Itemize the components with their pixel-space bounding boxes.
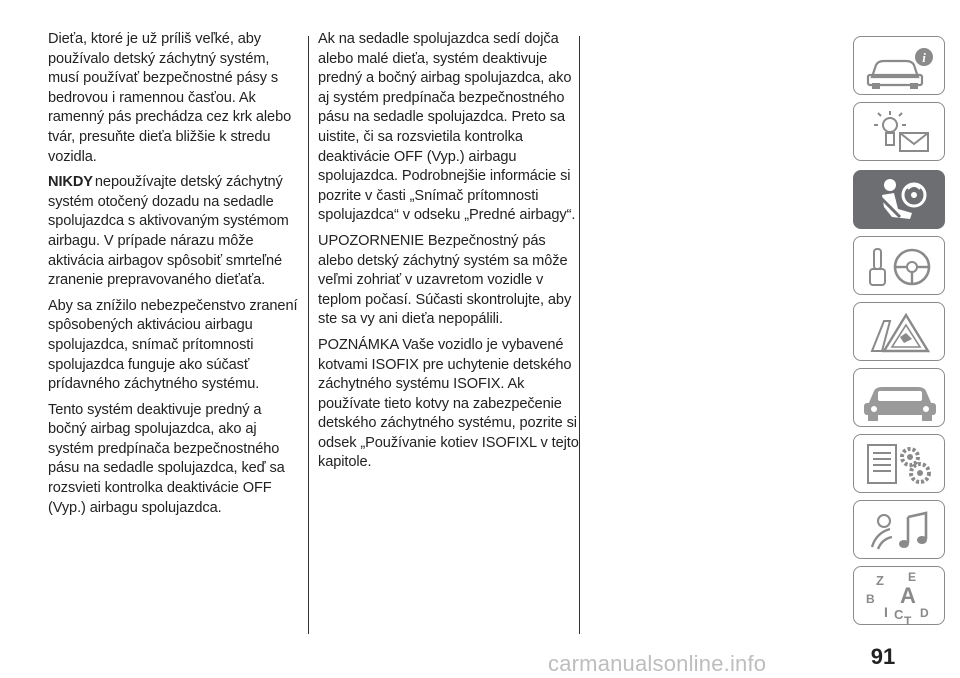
index-letter: Z [876, 573, 884, 588]
tab-car-service[interactable] [853, 368, 945, 427]
airbag-seatbelt-icon [854, 171, 946, 230]
tab-key-steering[interactable] [853, 236, 945, 295]
road-warning-triangle-icon [854, 303, 946, 362]
paragraph-text: nepoužívajte detský záchytný systém otočený dozadu na sedadle spolujazdca s aktivovaným systémom airbagu. V prípade nárazu môže aktivácia airbagov spôsobiť smrteľné zranenie prepravovaného dieťaťa. [48, 174, 289, 289]
index-letter: I [884, 604, 888, 620]
paragraph: Tento systém deaktivuje predný a bočný airbag spolujazdca, ako aj systém predpínača bezpečnostného pásu na sedadle spolujazdca, keď sa rozsvieti kontrolka deaktivácie OFF (Vyp.) airbagu spolujazdca. [48, 401, 285, 516]
index-letter: A [900, 583, 916, 608]
watermark-text: carmanualsonline.info [548, 651, 767, 676]
svg-text:i: i [922, 50, 926, 65]
tab-index[interactable] [853, 566, 945, 625]
paragraph: POZNÁMKA Vaše vozidlo je vybavené kotvami ISOFIX pre uchytenie detského záchytného systému ISOFIX. Ak používate tieto kotvy na zabezpečenie detského záchytného systému, pozrite si odsek „Používanie kotiev ISOFIXL v tejto kapitole. [318, 336, 579, 471]
page-number: 91 [870, 644, 896, 669]
tab-road-warning[interactable] [853, 302, 945, 361]
index-letter: B [866, 592, 875, 606]
index-letters-icon [854, 567, 946, 626]
tab-multimedia[interactable] [853, 500, 945, 559]
paragraph: Dieťa, ktoré je už príliš veľké, aby používalo detský záchytný systém, musí používať bezpečnostné pásy s bedrovou i ramennou časťou. Ak ramenný pás prechádza cez krk alebo tvár, presuňte dieťa bližšie k stredu vozidla. [48, 31, 292, 165]
right-text-column [318, 30, 580, 479]
tab-car-info[interactable] [853, 36, 945, 95]
left-text-column [48, 30, 300, 524]
paragraph: UPOZORNENIE Bezpečnostný pás alebo detský záchytný systém sa môže veľmi zohriať v uzavretom vozidle v teplom počasí. Súčasti skontrolujte, aby ste sa vy ani dieťa nepopálili. [318, 232, 572, 328]
paragraph [48, 173, 300, 291]
car-service-icon [854, 369, 946, 428]
specs-gears-icon [854, 435, 946, 494]
column-divider [579, 36, 580, 634]
emphasis-never: NIKDY [48, 174, 93, 191]
tab-warning-lights[interactable] [853, 102, 945, 161]
key-steering-wheel-icon [854, 237, 946, 296]
index-letter: E [908, 570, 917, 584]
car-info-icon [854, 37, 946, 96]
paragraph: Ak na sedadle spolujazdca sedí dojča alebo malé dieťa, systém deaktivuje predný a bočný airbag spolujazdca, ako aj systém predpínača bezpečnostného pásu na sedadle spolujazdca. Preto sa uistite, či sa rozsvietila kontrolka deaktivácie OFF (Vyp.) airbagu spolujazdca. Podrobnejšie informácie si pozrite v časti „Snímač prítomnosti spolujazdca“ v odseku „Predné airbagy“. [318, 31, 576, 224]
tab-airbag-seatbelt[interactable] [853, 170, 945, 229]
column-divider [308, 36, 309, 634]
paragraph: Aby sa znížilo nebezpečenstvo zranení spôsobených aktiváciou airbagu spolujazdca, snímač prítomnosti spolujazdca funguje ako súčasť prídavného záchytného systému. [48, 297, 298, 393]
warning-lights-icon [854, 103, 946, 162]
index-letter: C [894, 607, 904, 622]
tab-specs[interactable] [853, 434, 945, 493]
index-letter: D [920, 606, 929, 620]
multimedia-icon [854, 501, 946, 560]
index-letter: T [904, 614, 912, 626]
